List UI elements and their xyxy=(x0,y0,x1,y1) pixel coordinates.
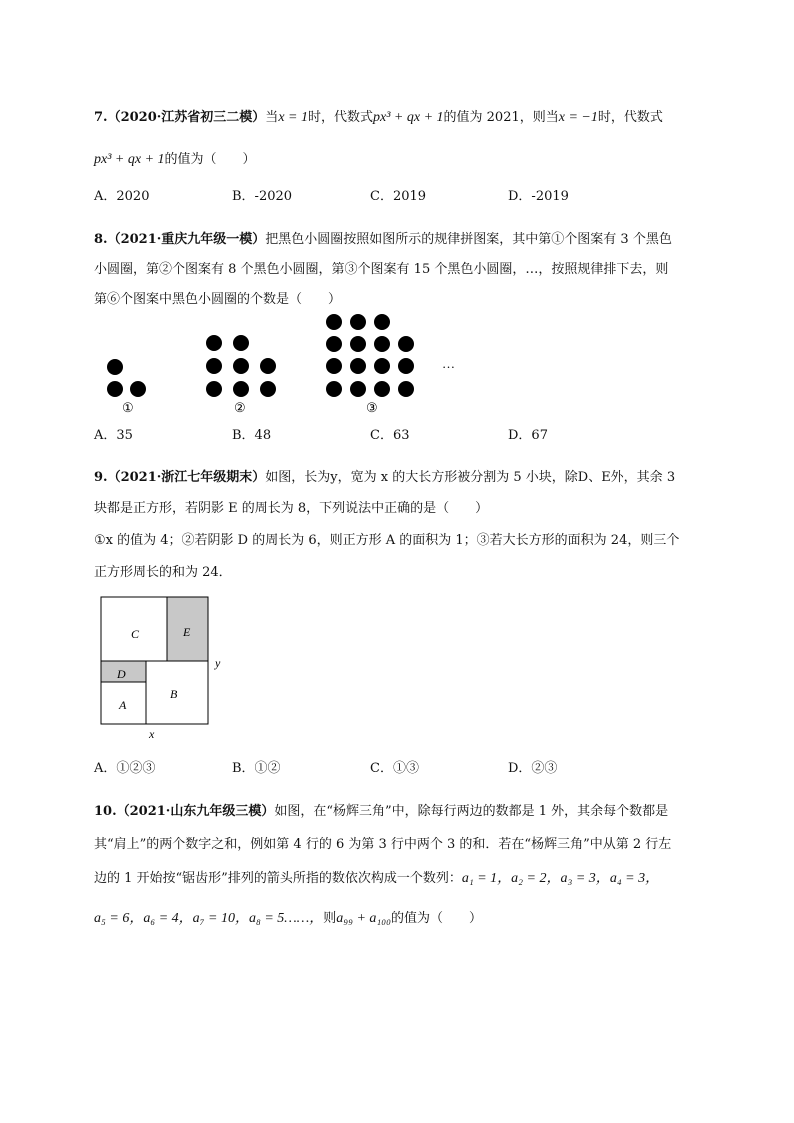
question-number: 8. xyxy=(94,232,108,247)
option-d[interactable]: D．②③ xyxy=(508,761,558,776)
dot xyxy=(374,314,390,330)
label-y: y xyxy=(215,656,221,670)
question-8-line-1: 8.（2021·重庆九年级一模）把黑色小圆圈按照如图所示的规律拼图案，其中第①个图案有 3 个黑色 xyxy=(94,232,672,247)
question-10-line-1: 10.（2021·山东九年级三模）如图，在“杨辉三角”中，除每行两边的数都是 1 外，其余每个数都是 xyxy=(94,804,669,819)
dot xyxy=(107,359,123,375)
dot xyxy=(374,336,390,352)
pattern-label-2: ② xyxy=(234,400,246,415)
dot xyxy=(107,381,123,397)
label-c: C xyxy=(131,627,140,641)
dot xyxy=(350,336,366,352)
option-c[interactable]: C．2019 xyxy=(370,189,427,204)
option-b[interactable]: B．①② xyxy=(232,761,281,776)
question-source: （2021·重庆九年级一模） xyxy=(107,232,266,247)
pattern-label-3: ③ xyxy=(366,400,378,415)
question-9-line-3: ①x 的值为 4；②若阴影 D 的周长为 6，则正方形 A 的面积为 1；③若大长方形的面积为 24，则三个 xyxy=(94,533,680,548)
dot xyxy=(398,358,414,374)
rectangle-figure xyxy=(96,592,231,742)
dot xyxy=(130,381,146,397)
dot xyxy=(326,358,342,374)
dot xyxy=(206,358,222,374)
option-c[interactable]: C．①③ xyxy=(370,761,419,776)
question-9-line-1: 9.（2021·浙江七年级期末）如图，长为y，宽为 x 的大长方形被分割为 5 小块，除D、E外，其余 3 xyxy=(94,470,676,485)
dot xyxy=(398,336,414,352)
math-x-eq-neg1: x = −1 xyxy=(558,110,598,125)
dot xyxy=(326,381,342,397)
math-x-eq-1: x = 1 xyxy=(278,110,308,125)
sum-expression: a₉₉ + a₁₀₀ xyxy=(336,911,392,926)
option-b[interactable]: B．48 xyxy=(232,428,272,443)
pattern-1 xyxy=(107,359,146,397)
label-a: A xyxy=(119,698,127,712)
dot xyxy=(206,381,222,397)
dot xyxy=(233,358,249,374)
dot-pattern-figure xyxy=(94,308,474,418)
sequence-term-6: a₆ = 4， xyxy=(143,911,193,926)
sequence-term-1: a₁ = 1， xyxy=(461,871,512,886)
dot xyxy=(398,381,414,397)
question-number: 7. xyxy=(94,110,108,125)
option-d[interactable]: D．67 xyxy=(508,428,548,443)
sequence-term-7: a₇ = 10， xyxy=(192,911,249,926)
sequence-term-3: a₃ = 3， xyxy=(560,871,610,886)
pattern-2 xyxy=(206,335,276,397)
math-expression: px³ + qx + 1 xyxy=(373,110,444,125)
question-10-line-3: 边的 1 开始按“锯齿形”排列的箭头所指的数依次构成一个数列：a₁ = 1，a₂ = 2，a₃ = 3，a₄ = 3， xyxy=(94,871,660,886)
sequence-term-4: a₄ = 3， xyxy=(609,871,660,886)
question-10-line-2: 其“肩上”的两个数字之和，例如第 4 行的 6 为第 3 行中两个 3 的和．若在“杨辉三角”中从第 2 行左 xyxy=(94,837,672,852)
question-number: 10. xyxy=(94,804,117,819)
dot xyxy=(260,381,276,397)
ellipsis: … xyxy=(442,356,455,371)
sequence-term-5: a₅ = 6， xyxy=(94,911,144,926)
option-a[interactable]: A．①②③ xyxy=(94,761,156,776)
dot xyxy=(350,314,366,330)
dot xyxy=(233,335,249,351)
math-expression: px³ + qx + 1 xyxy=(94,152,165,167)
question-8-line-3: 第⑥个图案中黑色小圆圈的个数是（ ） xyxy=(94,292,342,307)
option-c[interactable]: C．63 xyxy=(370,428,410,443)
dot xyxy=(206,335,222,351)
question-source: （2021·山东九年级三模） xyxy=(116,804,275,819)
dot xyxy=(374,358,390,374)
dot xyxy=(233,381,249,397)
dot xyxy=(260,358,276,374)
option-a[interactable]: A．35 xyxy=(94,428,133,443)
dot xyxy=(326,336,342,352)
question-7-line-1: 7.（2020·江苏省初三二模）当x = 1时，代数式px³ + qx + 1的值为 2021，则当x = −1时，代数式 xyxy=(94,110,663,125)
pattern-3 xyxy=(326,314,414,397)
question-9-line-2: 块都是正方形，若阴影 E 的周长为 8，下列说法中正确的是（ ） xyxy=(94,501,489,516)
label-d: D xyxy=(117,667,126,681)
option-a[interactable]: A．2020 xyxy=(94,189,150,204)
dot xyxy=(374,381,390,397)
question-number: 9. xyxy=(94,470,108,485)
sequence-term-2: a₂ = 2， xyxy=(511,871,561,886)
dot xyxy=(350,358,366,374)
question-9-line-4: 正方形周长的和为 24． xyxy=(94,565,232,580)
question-8-line-2: 小圆圈，第②个图案有 8 个黑色小圆圈，第③个图案有 15 个黑色小圆圈，…，按照规律排下去，则 xyxy=(94,262,669,277)
question-source: （2021·浙江七年级期末） xyxy=(107,470,266,485)
sequence-term-8: a₈ = 5……， xyxy=(248,911,324,926)
dot xyxy=(326,314,342,330)
question-10-line-4: a₅ = 6，a₆ = 4，a₇ = 10，a₈ = 5……，则a₉₉ + a₁₀₀的值为（ ） xyxy=(94,911,483,926)
pattern-label-1: ① xyxy=(122,400,134,415)
label-e: E xyxy=(183,625,191,639)
question-7-line-2: px³ + qx + 1的值为（ ） xyxy=(94,152,256,167)
label-x: x xyxy=(149,727,155,741)
question-source: （2020·江苏省初三二模） xyxy=(107,110,266,125)
label-b: B xyxy=(170,687,178,701)
option-b[interactable]: B．-2020 xyxy=(232,189,293,204)
option-d[interactable]: D．-2019 xyxy=(508,189,569,204)
dot xyxy=(350,381,366,397)
